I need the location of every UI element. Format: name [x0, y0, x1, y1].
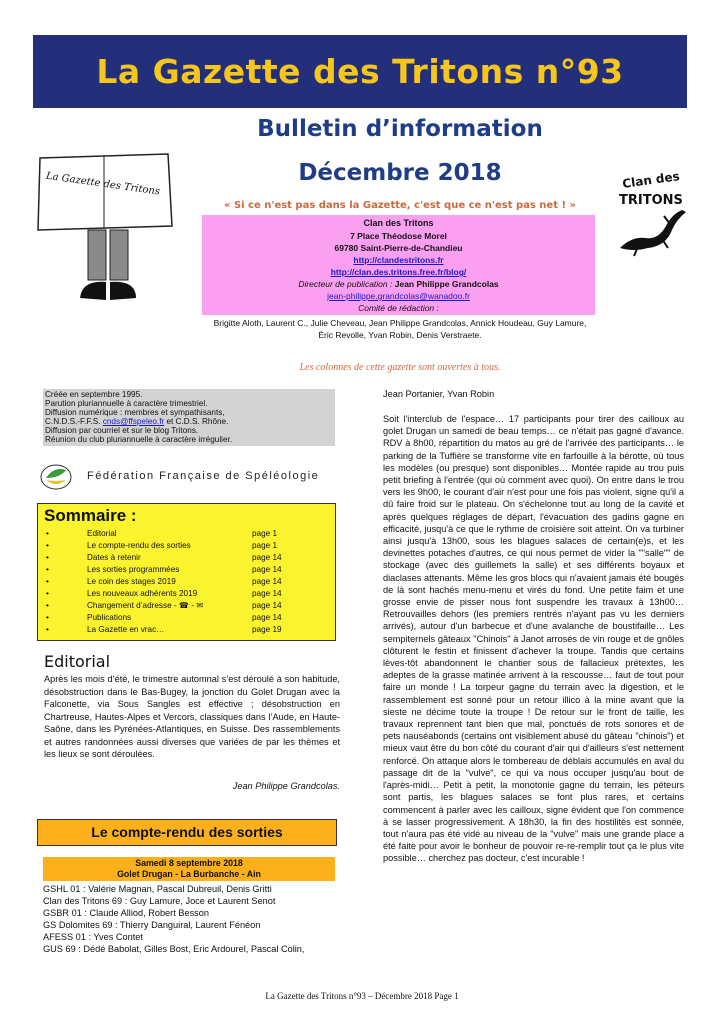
- toc-item[interactable]: • Le compte-rendu des sorties page 1: [46, 541, 278, 550]
- committee-line-1: Brigitte Aloth, Laurent C., Julie Cheveau, Jean Philippe Grandcolas, Annick Houdeau, Guy Lamure,: [213, 318, 587, 328]
- bulletin-subtitle: Bulletin d’information: [257, 116, 543, 142]
- toc-item[interactable]: • Les nouveaux adhérents 2019 page 14: [46, 589, 282, 598]
- director-name: Jean Philippe Grandcolas: [394, 279, 499, 289]
- reader-logo: [30, 148, 180, 323]
- pub-info-line: Parution pluriannuelle à caractère trimestriel.: [45, 399, 208, 408]
- issue-date: Décembre 2018: [298, 160, 502, 186]
- toc-item[interactable]: • Dates à retenir page 14: [46, 553, 282, 562]
- director-label: Directeur de publication :: [298, 279, 393, 289]
- committee-line-2: Éric Revolle, Yvan Robin, Denis Verstraete.: [318, 330, 482, 340]
- pub-info-line: Réunion du club pluriannuelle à caractère irrégulier.: [45, 435, 233, 444]
- club-address-1: 7 Place Théodose Morel: [350, 231, 447, 241]
- participants-line: AFESS 01 : Yves Contet: [43, 932, 143, 942]
- editorial-heading: Editorial: [44, 652, 111, 671]
- table-of-contents: [37, 503, 336, 641]
- section-title: Le compte-rendu des sorties: [91, 824, 283, 840]
- committee-members: [195, 317, 605, 341]
- committee-label: Comité de rédaction :: [358, 303, 439, 313]
- toc-item[interactable]: • Publications page 14: [46, 613, 282, 622]
- ffs-name: Fédération Française de Spéléologie: [87, 470, 320, 482]
- participants-line: Clan des Tritons 69 : Guy Lamure, Joce et Laurent Senot: [43, 896, 276, 906]
- toc-title: Sommaire :: [44, 506, 137, 525]
- club-blog-link[interactable]: http://clan.des.tritons.free.fr/blog/: [330, 267, 467, 277]
- clan-tritons-logo: [612, 166, 690, 258]
- masthead-banner: [33, 35, 687, 108]
- slogan: « Si ce n'est pas dans la Gazette, c'est que ce n'est pas net ! »: [224, 200, 576, 211]
- outing-place: Golet Drugan - La Burbanche - Ain: [117, 869, 261, 879]
- editorial-signature: Jean Philippe Grandcolas.: [232, 781, 340, 791]
- ffs-logo-icon: [40, 464, 72, 490]
- pub-info-text: et C.D.S. Rhône.: [166, 417, 229, 426]
- club-info-box: [202, 215, 595, 315]
- toc-item[interactable]: • La Gazette en vrac… page 19: [46, 625, 282, 634]
- page-footer: La Gazette des Tritons n°93 – Décembre 2018 Page 1: [265, 991, 459, 1001]
- article-body: Soit l'interclub de l'espace… 17 participants pour tirer des cailloux au golet Drugan un samedi de beau temps… ce n'était pas gagné d'avance. RDV à 8h00, répartition du matos au gré de l'arrivée des participants… le parking de la Tuffière se transforme vite en farfouille à la bérotte, où tous les modèles (ou presque) sont disponibles… Montée rapide au trou puis petit briefing à l'entrée (qui où comment avec quoi). On entre dans le trou vers les 9h00, le courant d'air n'est pour une fois pas violent, signe qu'il a dû faire froid sur le plateau. On s'échelonne tout au long de la cavité et après quelques réglages de départ, l'évacuation des gadins gagne en efficacité, jusqu'à ce que le rythme de croisière soit atteint. On va turbiner ainsi jusqu'à 13h00, sous les blagues salaces de certain(e)s, et les devinettes potaches d'autres, ce qui nous permet de vider la ""salle"" de stockage (avec des guillemets la salle) et ses différents boyaux et diaclases attenants. Même les gros blocs qui n'avaient jamais été bougés de là sont hachés menu-menu et virés du fond. Une petite faim et une grosse envie de pisser nous font suspendre les travaux à 13h00… Retrouvailles dehors (les premiers rentrés n'ayant pas vu les derniers arrivés), autour d'un barbecue et d'une avalanche de boustifaille… Les sempiternels gâteaux "Chinois" à Janot arrosés de vin rouge et de gnôles clôturent le festin et finissent d'achever la troupe. Tandis que certains lèves-tôt abandonnent le chantier sous de fallacieux prétextes, les adeptes de la grasse matinée arrivent à la rescousse… faut de tout pour faire un monde ! La torpeur gagne du terrain avec la digestion, et le rassemblement est sonné pour un retour illico à la mine avant que la sieste ne décime toute la troupe ! De retour sur le front de taille, les travaux reprennent tant bien que mal, ponctués de rots sonores et de pets nauséabonds (certains ont visiblement abusé du gâteau "chinois") et mieux vaut être du bon côté du courant d'air qui d'ailleurs s'est nettement renforcé. On attaque alors le tombereau de déblais accumulés en aval du passage dit de la "vulve", ce qui va nous occuper jusqu'au bout de l'après-midi… Petit à petit, la monotonie gagne du terrain, les péteurs sont partis, les blagues salaces se font plus rares, et certains commencent à parler avec les cailloux, signe évident que l'on commence à se lasser progressivement. A 18h30, la fin des hostilités est sonnée, tout n'aura pas été vidé au niveau de la "vulve" mais une grande place a été faite pour avoir le bonheur de pouvoir re-re-remplir tout ça le plus vite possible… cherchez pas docteur, c'est incurable !: [383, 414, 684, 864]
- gazette-title: La Gazette des Tritons n°93: [96, 52, 624, 91]
- publication-info-box: [43, 389, 335, 446]
- outing-date: Samedi 8 septembre 2018: [135, 858, 243, 868]
- cnds-email-link[interactable]: cnds@ffspeleo.fr: [102, 417, 165, 426]
- pub-info-line: Diffusion par courriel et sur le blog Tritons.: [45, 426, 199, 435]
- toc-item[interactable]: • Les sorties programmées page 14: [46, 565, 282, 574]
- clan-logo-text-2: TRITONS: [619, 193, 683, 208]
- editorial-body: Après les mois d’été, le trimestre automnal s’est déroulé à son habitude, désobstruction dans le Bas-Bugey, la jonction du Golet Drugan avec la Falconette, via Sous Sangles est effective ; désobstruction en Chartreuse, Hautes-Alpes et Vercors, classiques dans l’Aude, en Haute-Saône, dans les Pyrénées-Atlantiques, en Suisse. Des rassemblements et autres randonnées aussi diverses que variées de par les thèmes et les lieux se sont déroulées.: [44, 674, 340, 759]
- participants-line: GS Dolomites 69 : Thierry Danguiral, Laurent Fénéon: [43, 920, 261, 930]
- toc-item[interactable]: • Editorial page 1: [46, 529, 278, 538]
- club-website-link[interactable]: http://clandestritons.fr: [353, 255, 444, 265]
- pub-info-line: Créée en septembre 1995.: [45, 390, 143, 399]
- section-banner: [37, 819, 337, 846]
- participants-line: GUS 69 : Dédé Babolat, Gilles Bost, Eric Ardourel, Pascal Colin,: [43, 944, 305, 954]
- participants-line: GSHL 01 : Valérie Magnan, Pascal Dubreuil, Denis Gritti: [43, 884, 272, 894]
- club-name: Clan des Tritons: [363, 218, 434, 228]
- toc-item[interactable]: • Changement d’adresse - ☎ - ✉ page 14: [46, 601, 282, 610]
- open-columns-note: Les colonnes de cette gazette sont ouvertes à tous.: [299, 362, 501, 373]
- participants-line: GSBR 01 : Claude Alliod, Robert Besson: [43, 908, 209, 918]
- club-address-2: 69780 Saint-Pierre-de-Chandieu: [334, 243, 463, 253]
- pub-info-line: Diffusion numérique : membres et sympathisants,: [45, 408, 225, 417]
- article-authors: Jean Portanier, Yvan Robin: [383, 389, 495, 399]
- reader-logo-text: La Gazette des Tritons: [45, 170, 161, 198]
- pub-info-text: C.N.D.S.-F.F.S.: [45, 417, 101, 426]
- director-email-link[interactable]: jean-philippe.grandcolas@wanadoo.fr: [327, 291, 470, 301]
- clan-logo-text-1: Clan des: [621, 169, 681, 191]
- outing-header: [43, 857, 335, 881]
- toc-item[interactable]: • Le coin des stages 2019 page 14: [46, 577, 282, 586]
